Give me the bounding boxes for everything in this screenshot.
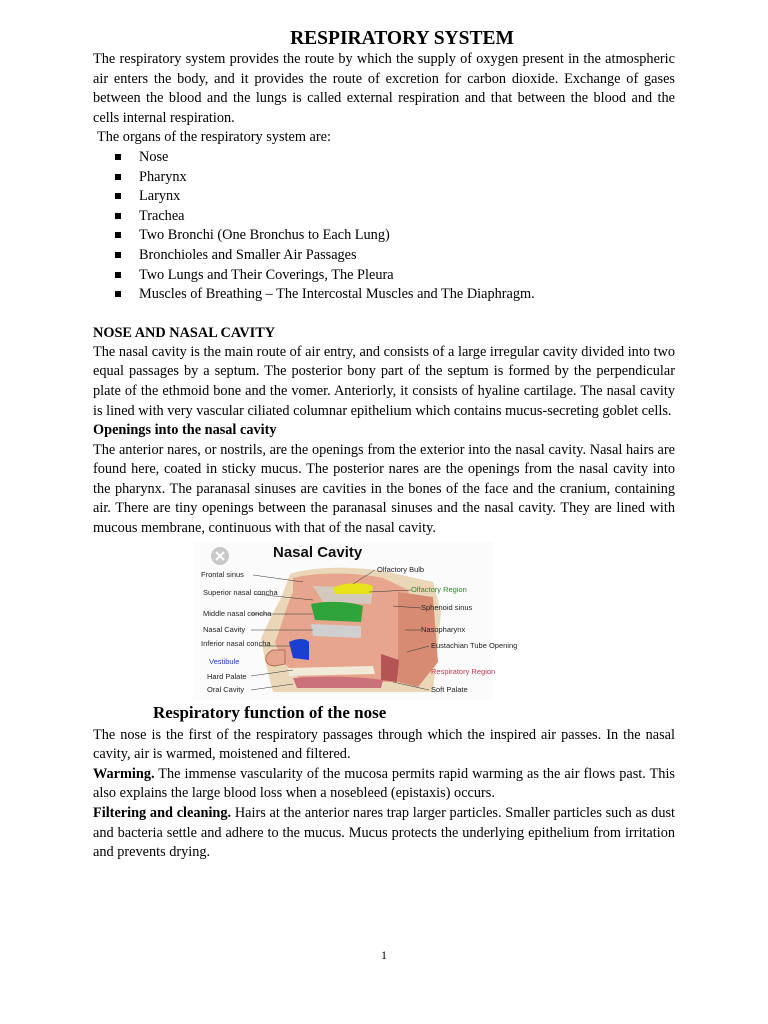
list-item: Muscles of Breathing – The Intercostal Muscles and The Diaphragm. — [93, 285, 675, 305]
openings-paragraph: The anterior nares, or nostrils, are the openings from the exterior into the nasal cavity. Nasal hairs are found here, coated in sticky mucus. The posterior nares are the openings from the nasal cavity into the pharynx. The paranasal sinuses are cavities in the bones of the face and the cranium, containing air. There are tiny openings between the paranasal sinuses and the nasal cavity. They are lined with mucous membrane, continuous with that of the nasal cavity. — [93, 441, 675, 537]
label-olfactory-region: Olfactory Region — [411, 584, 467, 594]
label-frontal-sinus: Frontal sinus — [201, 569, 244, 579]
bullet-icon — [115, 252, 121, 258]
label-middle-concha: Middle nasal concha — [203, 608, 272, 618]
section-heading-function: Respiratory function of the nose — [153, 702, 387, 722]
label-superior-concha: Superior nasal concha — [203, 587, 278, 597]
label-hard-palate: Hard Palate — [207, 671, 247, 681]
filtering-text: Hairs at the anterior nares trap larger particles. Smaller particles such as dust and bacteria settle and adhere to the mucus. Mucus protects the underlying epithelium from irritation and prevents drying. — [93, 805, 676, 861]
label-soft-palate: Soft Palate — [431, 684, 468, 694]
list-item: Two Lungs and Their Coverings, The Pleura — [93, 266, 675, 286]
bullet-icon — [115, 213, 121, 219]
function-paragraph: The nose is the first of the respiratory passages through which the inspired air passes. In the nasal cavity, air is warmed, moistened and filtered. — [93, 726, 675, 763]
subheading-openings: Openings into the nasal cavity — [93, 422, 277, 439]
list-item: Nose — [93, 148, 675, 168]
label-respiratory-region: Respiratory Region — [431, 666, 496, 676]
label-inferior-concha: Inferior nasal concha — [201, 638, 271, 648]
nose-paragraph: The nasal cavity is the main route of air entry, and consists of a large irregular cavity divided into two equal passages by a septum. The posterior bony part of the septum is formed by the perpendicular plate of the ethmoid bone and the vomer. Anteriorly, it consists of hyaline cartilage. The nasal cavity is lined with very vascular ciliated columnar epithelium which contains mucus-secreting goblet cells. — [93, 343, 675, 419]
document-page — [93, 28, 675, 863]
list-item: Trachea — [93, 207, 675, 227]
close-icon[interactable] — [211, 547, 229, 565]
list-item: Pharynx — [93, 168, 675, 188]
label-olfactory-bulb: Olfactory Bulb — [377, 564, 425, 574]
section-heading-nose: NOSE AND NASAL CAVITY — [93, 324, 276, 341]
bullet-icon — [115, 174, 121, 180]
warming-text: The immense vascularity of the mucosa permits rapid warming as the air flows past. This also explains the large blood loss when a nosebleed (epistaxis) occurs. — [93, 765, 675, 802]
label-oral-cavity: Oral Cavity — [207, 684, 245, 694]
page-title: RESPIRATORY SYSTEM — [290, 28, 514, 49]
label-nasopharynx: Nasopharynx — [421, 624, 466, 634]
warming-label: Warming. — [93, 765, 155, 782]
nasal-cavity-figure — [193, 542, 518, 700]
bullet-icon — [115, 232, 121, 238]
label-nasal-cavity: Nasal Cavity — [203, 624, 246, 634]
list-item: Larynx — [93, 187, 675, 207]
organs-lead: The organs of the respiratory system are: — [97, 129, 331, 146]
organs-list — [93, 148, 675, 305]
bullet-icon — [115, 193, 121, 199]
figure-title: Nasal Cavity — [273, 543, 363, 561]
intro-paragraph: The respiratory system provides the route by which the supply of oxygen present in the atmospheric air enters the body, and it provides the route of excretion for carbon dioxide. Exchange of gases between the blood and the lungs is called external respiration and that between the blood and the cells internal respiration. — [93, 51, 675, 126]
list-item: Bronchioles and Smaller Air Passages — [93, 246, 675, 266]
warming-paragraph — [93, 765, 675, 804]
list-item: Two Bronchi (One Bronchus to Each Lung) — [93, 226, 675, 246]
bullet-icon — [115, 154, 121, 160]
bullet-icon — [115, 291, 121, 297]
label-sphenoid-sinus: Sphenoid sinus — [421, 602, 473, 612]
page-number: 1 — [381, 948, 387, 962]
bullet-icon — [115, 272, 121, 278]
filtering-label: Filtering and cleaning. — [93, 805, 232, 822]
label-eustachian-tube: Eustachian Tube Opening — [431, 640, 518, 650]
label-vestibule: Vestibule — [209, 656, 240, 666]
filtering-paragraph — [93, 804, 675, 863]
nasal-cavity-diagram — [193, 542, 518, 700]
